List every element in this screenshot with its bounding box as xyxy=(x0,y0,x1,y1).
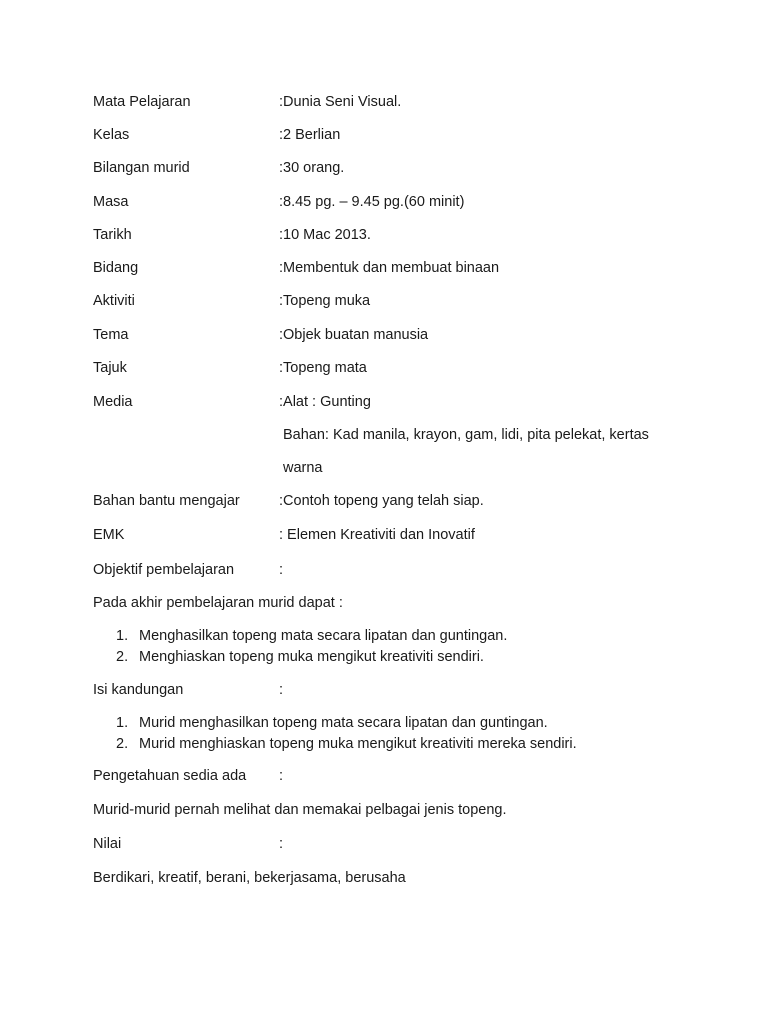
field-label: Tarikh xyxy=(93,227,132,243)
field-value: :Membentuk dan membuat binaan xyxy=(279,260,500,276)
list-text: Menghiaskan topeng muka mengikut kreativiti sendiri. xyxy=(139,649,484,665)
field-label: Objektif pembelajaran xyxy=(93,562,235,578)
field-label: Bidang xyxy=(93,260,139,276)
field-value: :30 orang. xyxy=(279,160,345,176)
list-number: 2. xyxy=(116,736,129,752)
field-value: :2 Berlian xyxy=(279,127,341,143)
field-label: Aktiviti xyxy=(93,293,135,309)
field-label: Media xyxy=(93,394,133,410)
field-label: Tema xyxy=(93,327,129,343)
field-value: : xyxy=(279,836,284,852)
list-item xyxy=(116,735,577,753)
field-bahan-bantu-mengajar xyxy=(93,492,484,510)
list-number: 2. xyxy=(116,649,129,665)
objektif-intro: Pada akhir pembelajaran murid dapat : xyxy=(93,595,343,611)
field-value: : xyxy=(279,562,284,578)
field-kelas xyxy=(93,126,340,144)
list-item xyxy=(116,714,548,732)
field-value: :10 Mac 2013. xyxy=(279,227,371,243)
field-value: : xyxy=(279,682,284,698)
list-number: 1. xyxy=(116,628,129,644)
list-text: Murid menghiaskan topeng muka mengikut kreativiti mereka sendiri. xyxy=(139,736,577,752)
field-label: Kelas xyxy=(93,127,130,143)
field-label: Isi kandungan xyxy=(93,682,184,698)
field-bidang xyxy=(93,259,499,277)
field-value: :Alat : Gunting xyxy=(279,394,371,410)
field-label: Mata Pelajaran xyxy=(93,94,191,110)
list-text: Murid menghasilkan topeng mata secara lipatan dan guntingan. xyxy=(139,715,548,731)
media-bahan-line: Bahan: Kad manila, krayon, gam, lidi, pita pelekat, kertas xyxy=(283,427,649,443)
pengetahuan-text: Murid-murid pernah melihat dan memakai pelbagai jenis topeng. xyxy=(93,802,507,818)
field-aktiviti xyxy=(93,292,370,310)
field-label: EMK xyxy=(93,527,125,543)
nilai-text: Berdikari, kreatif, berani, bekerjasama, berusaha xyxy=(93,870,406,886)
field-label: Bahan bantu mengajar xyxy=(93,493,240,509)
field-label: Masa xyxy=(93,194,129,210)
field-value: :Objek buatan manusia xyxy=(279,327,429,343)
field-tema xyxy=(93,326,428,344)
field-label: Tajuk xyxy=(93,360,127,376)
list-item xyxy=(116,648,484,666)
field-label: Bilangan murid xyxy=(93,160,190,176)
list-number: 1. xyxy=(116,715,129,731)
field-isi-kandungan xyxy=(93,681,283,699)
field-tajuk xyxy=(93,359,367,377)
list-item xyxy=(116,627,507,645)
field-objektif-pembelajaran xyxy=(93,561,283,579)
field-tarikh xyxy=(93,226,371,244)
field-label: Nilai xyxy=(93,836,122,852)
field-value: :Dunia Seni Visual. xyxy=(279,94,402,110)
field-nilai xyxy=(93,835,283,853)
field-pengetahuan-sedia-ada xyxy=(93,767,283,785)
field-value: :8.45 pg. – 9.45 pg.(60 minit) xyxy=(279,194,465,210)
field-value: : Elemen Kreativiti dan Inovatif xyxy=(279,527,475,543)
field-label: Pengetahuan sedia ada xyxy=(93,768,247,784)
field-masa xyxy=(93,193,464,211)
field-bilangan-murid xyxy=(93,159,344,177)
list-text: Menghasilkan topeng mata secara lipatan dan guntingan. xyxy=(139,628,508,644)
field-value: :Topeng mata xyxy=(279,360,367,376)
media-bahan-line-continued: warna xyxy=(283,460,323,476)
field-mata-pelajaran xyxy=(93,93,401,111)
field-value: :Topeng muka xyxy=(279,293,371,309)
field-media xyxy=(93,393,371,411)
field-value: :Contoh topeng yang telah siap. xyxy=(279,493,484,509)
field-value: : xyxy=(279,768,284,784)
field-emk xyxy=(93,526,475,544)
